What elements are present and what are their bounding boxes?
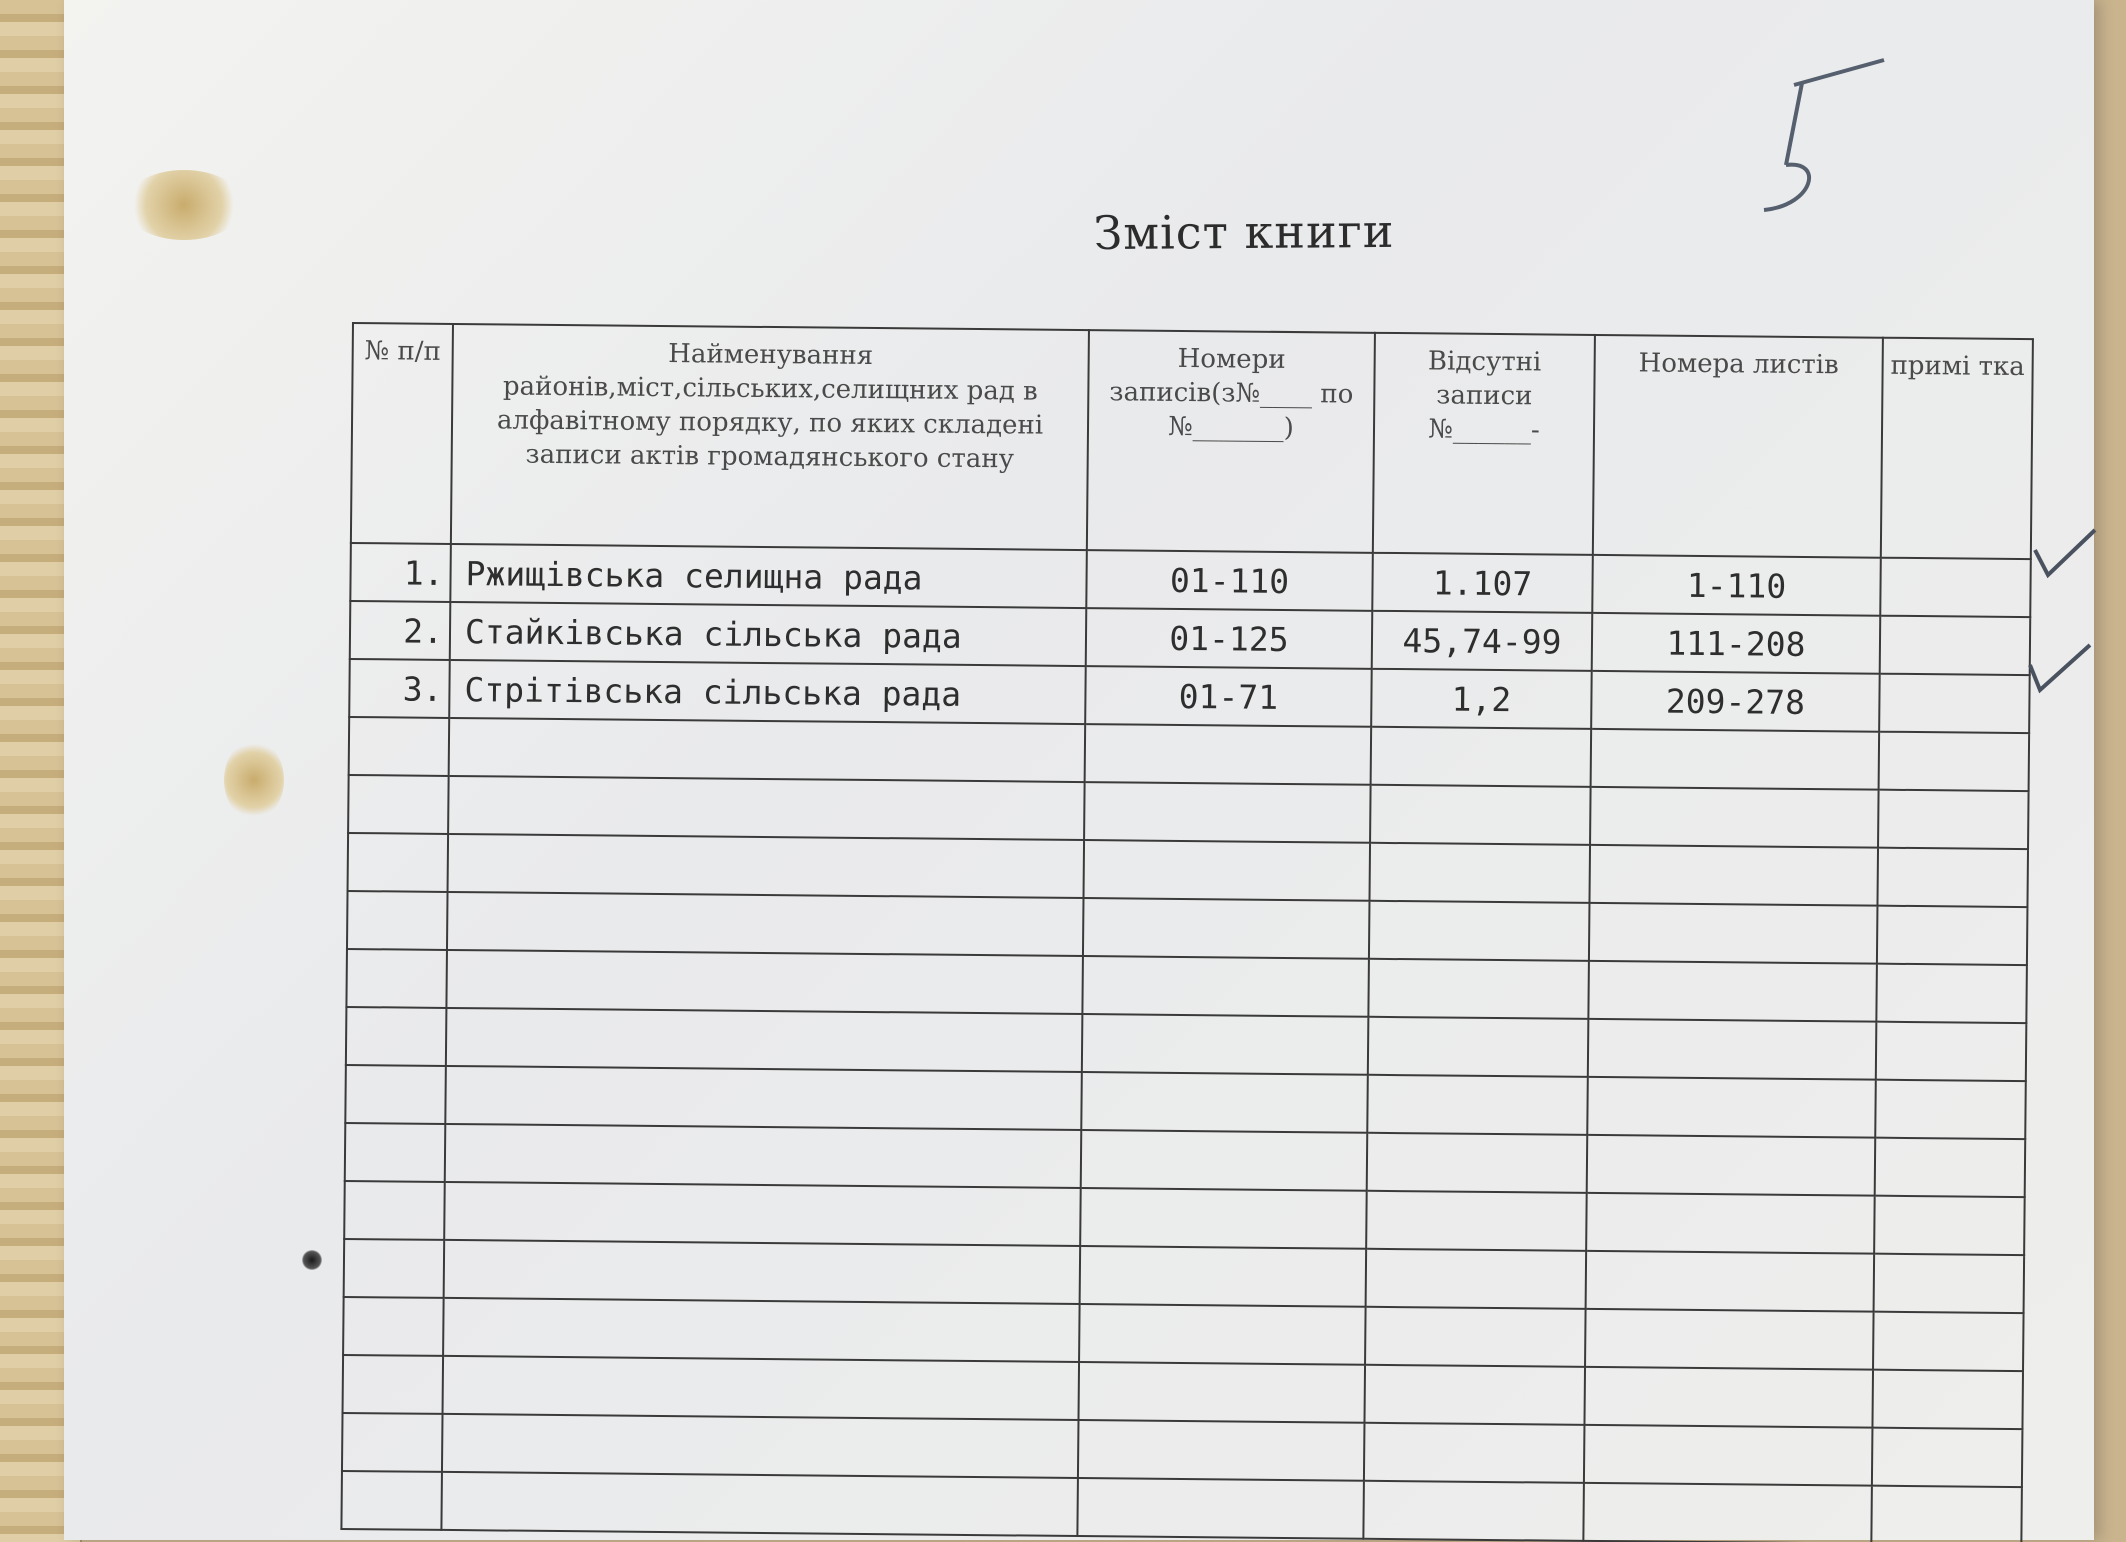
empty-cell <box>1584 1367 1873 1428</box>
empty-cell <box>1371 727 1592 787</box>
empty-cell <box>343 1355 444 1414</box>
paper-tear <box>124 170 244 240</box>
empty-cell <box>1367 1075 1588 1135</box>
empty-cell <box>445 1124 1082 1188</box>
empty-cell <box>344 1239 445 1298</box>
empty-cell <box>446 950 1083 1014</box>
empty-cell <box>448 776 1085 840</box>
empty-cell <box>449 718 1086 782</box>
row-missing: 45,74-99 <box>1372 611 1593 671</box>
empty-cell <box>1369 901 1590 961</box>
blank-rows <box>341 717 2029 1542</box>
empty-cell <box>1590 787 1879 848</box>
empty-cell <box>1583 1483 1872 1542</box>
empty-cell <box>448 834 1085 898</box>
row-note <box>1880 558 2031 617</box>
row-number: 1. <box>350 543 451 602</box>
row-records: 01-125 <box>1086 608 1373 669</box>
empty-cell <box>1363 1481 1584 1541</box>
empty-cell <box>446 1008 1083 1072</box>
empty-cell <box>1364 1423 1585 1483</box>
row-sheets: 111-208 <box>1592 613 1881 674</box>
empty-cell <box>1080 1246 1367 1307</box>
empty-cell <box>1370 785 1591 845</box>
empty-cell <box>1591 729 1880 790</box>
header-name: Найменування районів,міст,сільських,селищних рад в алфавітному порядку, по яких складені записи актів громадянського стану <box>451 324 1089 550</box>
empty-cell <box>343 1297 444 1356</box>
empty-cell <box>342 1413 443 1472</box>
empty-cell <box>1369 843 1590 903</box>
table-header-row <box>351 323 2033 559</box>
empty-cell <box>1871 1486 2022 1542</box>
header-sheets: Номера листів <box>1593 335 1883 558</box>
empty-cell <box>1589 845 1878 906</box>
empty-cell <box>1876 964 2027 1023</box>
row-name: Стайківська сільська рада <box>450 602 1087 666</box>
row-number: 2. <box>350 601 451 660</box>
empty-cell <box>1587 1135 1876 1196</box>
header-number: № п/п <box>351 323 453 544</box>
empty-cell <box>1080 1188 1367 1249</box>
empty-cell <box>1586 1251 1875 1312</box>
empty-cell <box>1876 1022 2027 1081</box>
empty-cell <box>341 1471 442 1530</box>
empty-cell <box>442 1414 1079 1478</box>
row-records: 01-110 <box>1086 550 1373 611</box>
empty-cell <box>1873 1312 2024 1371</box>
empty-cell <box>1877 848 2028 907</box>
empty-cell <box>1368 1017 1589 1077</box>
empty-cell <box>1587 1077 1876 1138</box>
empty-cell <box>1879 732 2030 791</box>
row-missing: 1,2 <box>1371 669 1592 729</box>
row-name: Ржищівська селищна рада <box>450 544 1087 608</box>
empty-cell <box>1877 906 2028 965</box>
empty-cell <box>1368 959 1589 1019</box>
empty-cell <box>444 1240 1081 1304</box>
empty-cell <box>345 1123 446 1182</box>
handwritten-corner-mark <box>1734 55 1894 225</box>
empty-cell <box>1082 1014 1369 1075</box>
header-records: Номери записів(з№____ по №_______) <box>1087 330 1375 553</box>
header-missing: Відсутні записи №______- <box>1373 333 1595 555</box>
empty-cell <box>1081 1130 1368 1191</box>
empty-cell <box>1366 1249 1587 1309</box>
empty-cell <box>345 1065 446 1124</box>
empty-cell <box>1078 1362 1365 1423</box>
empty-cell <box>1588 1019 1877 1080</box>
page-title: Зміст книги <box>1093 203 1395 261</box>
empty-cell <box>1589 903 1878 964</box>
empty-cell <box>1585 1309 1874 1370</box>
empty-cell <box>1084 840 1371 901</box>
paper-tear <box>224 740 284 820</box>
empty-cell <box>1367 1133 1588 1193</box>
empty-cell <box>348 775 449 834</box>
row-number: 3. <box>349 659 450 718</box>
empty-cell <box>347 891 448 950</box>
empty-cell <box>1588 961 1877 1022</box>
contents-table <box>340 322 2032 1542</box>
empty-cell <box>1365 1307 1586 1367</box>
empty-cell <box>1584 1425 1873 1486</box>
empty-cell <box>1078 1420 1365 1481</box>
empty-cell <box>1366 1191 1587 1251</box>
empty-cell <box>1875 1080 2026 1139</box>
empty-cell <box>1878 790 2029 849</box>
header-note: примі тка <box>1881 338 2033 559</box>
empty-cell <box>1586 1193 1875 1254</box>
empty-cell <box>1081 1072 1368 1133</box>
empty-cell <box>1082 956 1369 1017</box>
empty-cell <box>445 1066 1082 1130</box>
row-sheets: 1-110 <box>1592 555 1881 616</box>
punch-hole <box>302 1250 322 1270</box>
empty-cell <box>1364 1365 1585 1425</box>
empty-cell <box>344 1181 445 1240</box>
empty-cell <box>1872 1428 2023 1487</box>
empty-cell <box>1874 1254 2025 1313</box>
empty-cell <box>1077 1478 1364 1539</box>
empty-cell <box>447 892 1084 956</box>
empty-cell <box>444 1182 1081 1246</box>
empty-cell <box>1874 1196 2025 1255</box>
empty-cell <box>443 1298 1080 1362</box>
row-note <box>1880 616 2031 675</box>
empty-cell <box>441 1472 1078 1536</box>
row-note <box>1879 674 2030 733</box>
empty-cell <box>346 949 447 1008</box>
empty-cell <box>1079 1304 1366 1365</box>
row-missing: 1.107 <box>1372 553 1593 613</box>
empty-cell <box>1872 1370 2023 1429</box>
check-mark-icon <box>2025 635 2095 695</box>
empty-cell <box>1875 1138 2026 1197</box>
empty-cell <box>1083 898 1370 959</box>
empty-cell <box>346 1007 447 1066</box>
empty-cell <box>349 717 450 776</box>
check-mark-icon <box>2030 525 2100 585</box>
empty-cell <box>348 833 449 892</box>
empty-cell <box>1084 782 1371 843</box>
empty-cell <box>1085 724 1372 785</box>
row-sheets: 209-278 <box>1591 671 1880 732</box>
row-records: 01-71 <box>1085 666 1372 727</box>
empty-cell <box>443 1356 1080 1420</box>
row-name: Стрітівська сільська рада <box>449 660 1086 724</box>
